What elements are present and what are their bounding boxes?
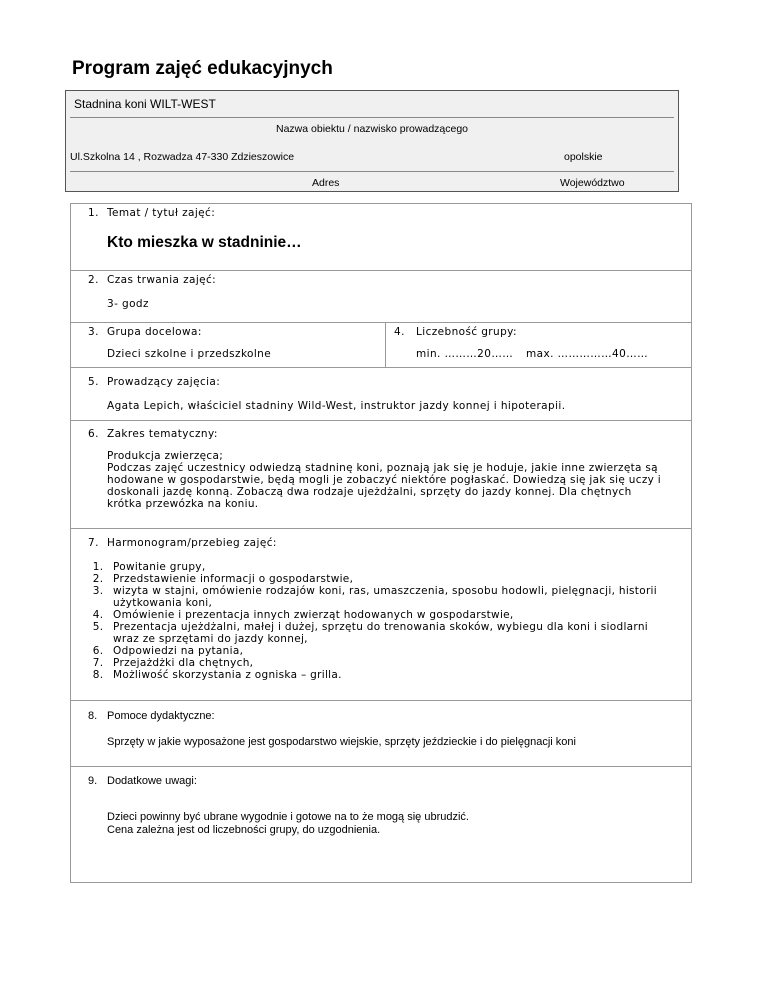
list-item: 1. Powitanie grupy,	[107, 561, 677, 573]
section-label: Liczebność grupy:	[416, 326, 517, 338]
schedule-list	[87, 561, 677, 681]
topic-title: Kto mieszka w stadninie…	[107, 234, 302, 251]
section-number: 3.	[88, 326, 99, 338]
section-label: Dodatkowe uwagi:	[107, 775, 197, 787]
section-number: 8.	[88, 710, 98, 722]
section-number: 4.	[394, 326, 405, 338]
paragraph-line: krótka przewózka na koniu.	[107, 498, 259, 510]
section-label: Zakres tematyczny:	[107, 428, 218, 440]
form-table	[70, 203, 692, 883]
divider	[70, 171, 674, 172]
province-caption: Województwo	[560, 177, 625, 189]
section-label: Prowadzący zajęcia:	[107, 376, 221, 388]
paragraph-line: Cena zależna jest od liczebności grupy, do uzgodnienia.	[107, 824, 381, 836]
list-item: 3. wizyta w stajni, omówienie rodzajów koni, ras, umaszczenia, sposobu hodowli, pielęgnacji, historii użytkowania koni,	[107, 585, 677, 609]
row-divider	[71, 766, 691, 767]
paragraph-line: Podczas zajęć uczestnicy odwiedzą stadninę koni, poznają jak się je hoduje, jakie inne zwierzęta są	[107, 462, 658, 474]
section-label: Harmonogram/przebieg zajęć:	[107, 537, 277, 549]
row-divider	[71, 270, 691, 271]
list-item: 6. Odpowiedzi na pytania,	[107, 645, 677, 657]
instructor-value: Agata Lepich, właściciel stadniny Wild-West, instruktor jazdy konnej i hipoterapii.	[107, 400, 566, 412]
list-item: 2. Przedstawienie informacji o gospodarstwie,	[107, 573, 677, 585]
section-label: Grupa docelowa:	[107, 326, 202, 338]
row-divider	[71, 528, 691, 529]
divider	[70, 117, 674, 118]
row-divider	[71, 420, 691, 421]
list-item: 8. Możliwość skorzystania z ogniska – grilla.	[107, 669, 677, 681]
duration-value: 3- godz	[107, 298, 149, 310]
address: Ul.Szkolna 14 , Rozwadza 47-330 Zdzieszowice	[70, 151, 295, 163]
row-divider	[71, 367, 691, 368]
section-label: Czas trwania zajęć:	[107, 274, 217, 286]
section-number: 9.	[88, 775, 98, 787]
list-item: 7. Przejażdżki dla chętnych,	[107, 657, 677, 669]
section-label: Pomoce dydaktyczne:	[107, 710, 215, 722]
section-number: 2.	[88, 274, 99, 286]
section-number: 5.	[88, 376, 99, 388]
address-caption: Adres	[312, 177, 340, 189]
facility-name: Stadnina koni WILT-WEST	[74, 97, 216, 111]
row-divider	[71, 322, 691, 323]
header-box	[65, 90, 679, 192]
list-item: 4. Omówienie i prezentacja innych zwierząt hodowanych w gospodarstwie,	[107, 609, 677, 621]
section-label: Temat / tytuł zajęć:	[107, 207, 216, 219]
province: opolskie	[564, 151, 603, 163]
page-title: Program zajęć edukacyjnych	[72, 58, 333, 79]
section-number: 1.	[88, 207, 99, 219]
additional-notes	[107, 811, 469, 837]
section-number: 6.	[88, 428, 99, 440]
group-max: max. ……………40……	[526, 348, 649, 360]
thematic-scope	[107, 450, 687, 510]
list-item: 5. Prezentacja ujeżdżalni, małej i dużej, sprzętu do trenowania skoków, wybiegu dla koni i siodlarni wraz ze sprzętami do jazdy konnej,	[107, 621, 677, 645]
paragraph-line: Produkcja zwierzęca;	[107, 450, 224, 462]
teaching-aids-value: Sprzęty w jakie wyposażone jest gospodarstwo wiejskie, sprzęty jeździeckie i do pielęgnacji koni	[107, 736, 576, 748]
paragraph-line: hodowane w gospodarstwie, będą mogli je zobaczyć niektóre pogłaskać. Dowiedzą się jak się uczy i	[107, 474, 661, 486]
target-group-value: Dzieci szkolne i przedszkolne	[107, 348, 272, 360]
paragraph-line: doskonali jazdę konną. Zobaczą dwa rodzaje ujeżdżalni, sprzęty do jazdy konnej. Dla chętnych	[107, 486, 632, 498]
group-min: min. ………20……	[416, 348, 514, 360]
paragraph-line: Dzieci powinny być ubrane wygodnie i gotowe na to że mogą się ubrudzić.	[107, 811, 469, 823]
facility-caption: Nazwa obiektu / nazwisko prowadzącego	[276, 123, 469, 135]
column-divider	[385, 322, 386, 367]
row-divider	[71, 700, 691, 701]
section-number: 7.	[88, 537, 99, 549]
